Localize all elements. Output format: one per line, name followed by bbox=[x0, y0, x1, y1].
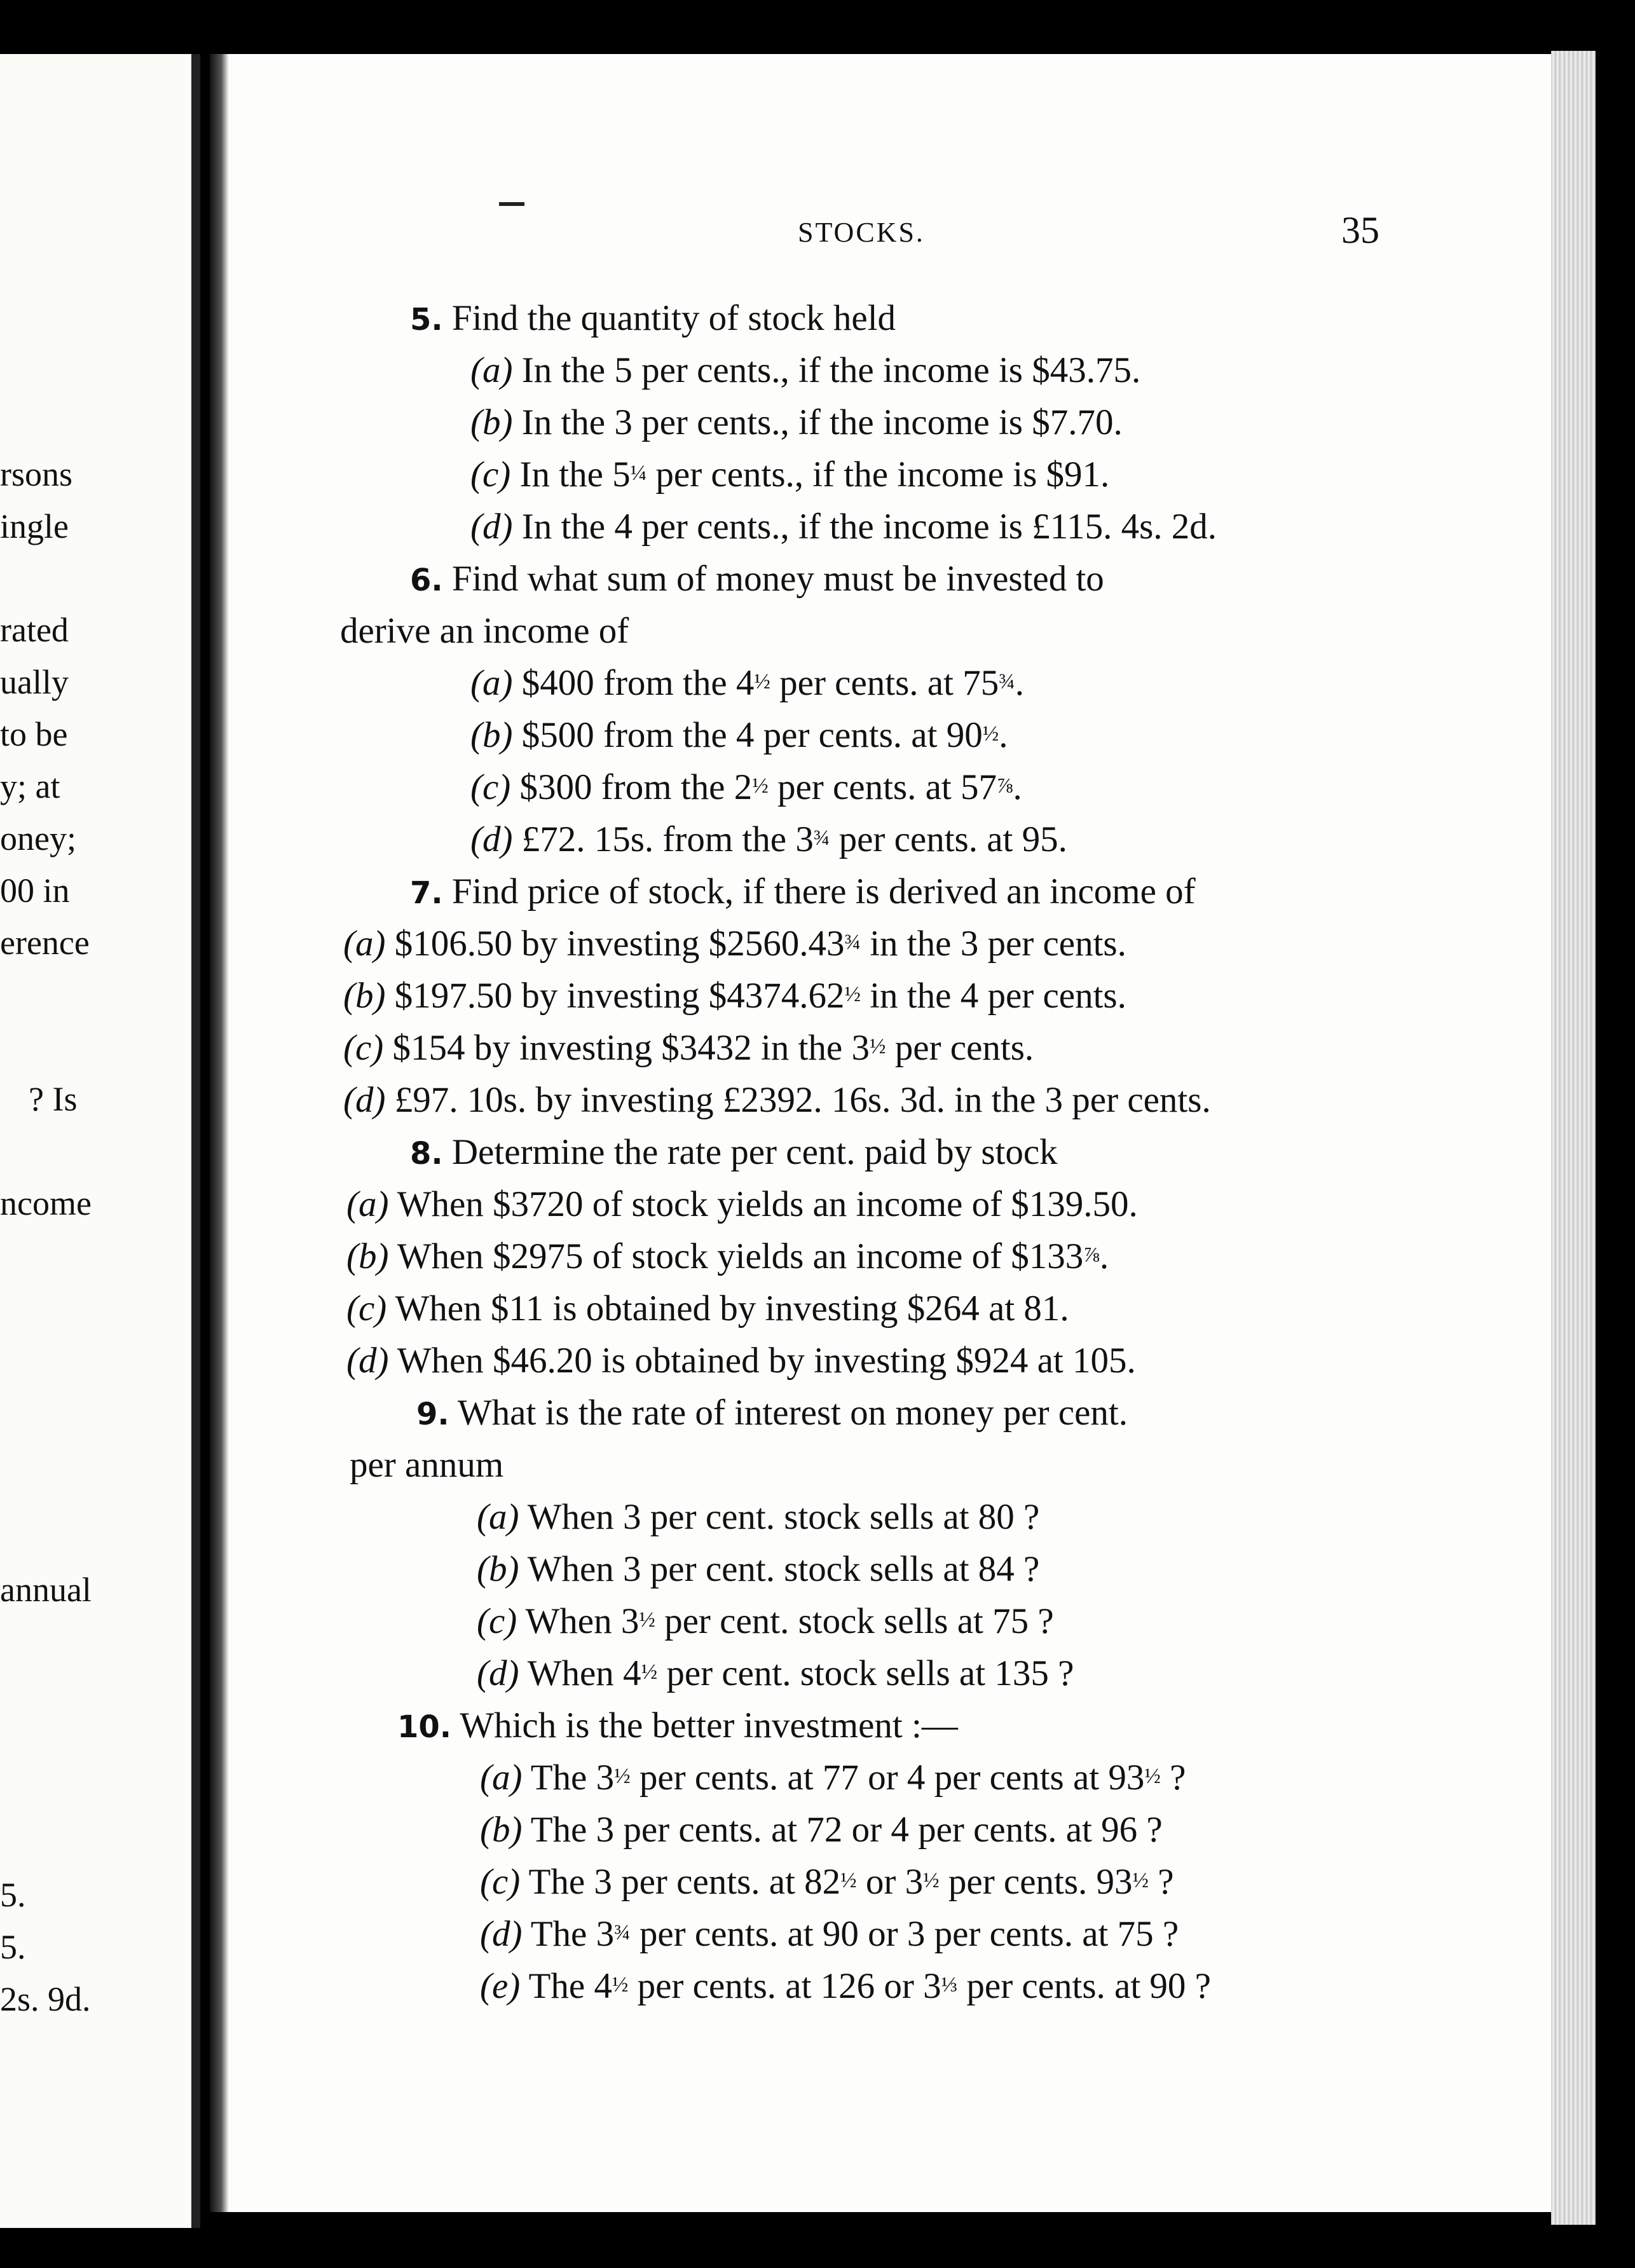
q7-part-d bbox=[343, 1079, 1211, 1121]
text-run: per cents. at 126 or 3 bbox=[628, 1966, 941, 2006]
text-run: Find the quantity of stock held bbox=[451, 298, 896, 338]
part-label: (a) bbox=[480, 1758, 523, 1798]
question-5 bbox=[410, 297, 896, 339]
page-edges bbox=[1551, 51, 1596, 2225]
part-label: (a) bbox=[477, 1497, 519, 1537]
text-run: Which is the better investment :— bbox=[460, 1705, 958, 1745]
left-fragment: y; at bbox=[0, 767, 60, 805]
text-run: . bbox=[1015, 663, 1024, 703]
left-fragment: to be bbox=[0, 715, 68, 753]
q8-part-d bbox=[346, 1340, 1136, 1381]
left-fragment: 5. bbox=[0, 1876, 26, 1914]
text-run: . bbox=[1013, 767, 1022, 807]
text-run: in the 4 per cents. bbox=[860, 976, 1126, 1016]
fraction: ½ bbox=[923, 1869, 940, 1892]
q9-part-b bbox=[477, 1548, 1039, 1590]
fraction: ½ bbox=[1144, 1765, 1161, 1788]
left-fragment: oney; bbox=[0, 819, 76, 857]
text-run: £97. 10s. by investing £2392. 16s. 3d. in the 3 per cents. bbox=[394, 1080, 1211, 1120]
text-run: $500 from the 4 per cents. at 90 bbox=[521, 715, 983, 755]
text-run: The 3 bbox=[530, 1758, 615, 1798]
question-10 bbox=[397, 1705, 958, 1746]
text-run: The 4 bbox=[528, 1966, 612, 2006]
part-label: (a) bbox=[346, 1184, 389, 1224]
text-run: per cents. at 95. bbox=[830, 819, 1067, 859]
left-page bbox=[0, 54, 200, 2228]
question-8 bbox=[410, 1131, 1058, 1173]
text-run: Determine the rate per cent. paid by stock bbox=[451, 1132, 1058, 1172]
text-run: ? bbox=[1160, 1758, 1186, 1798]
q8-part-b bbox=[346, 1236, 1109, 1277]
part-label: (c) bbox=[343, 1028, 384, 1068]
fraction: ¾ bbox=[614, 1921, 631, 1944]
q9-part-c bbox=[477, 1601, 1054, 1642]
part-label: (b) bbox=[346, 1236, 389, 1276]
question-number: 9. bbox=[416, 1397, 449, 1432]
left-fragment: 00 in bbox=[0, 871, 70, 910]
fraction: ½ bbox=[754, 670, 770, 693]
left-page-edge bbox=[191, 54, 200, 2228]
question-number: 10. bbox=[397, 1709, 452, 1745]
text-run: In the 5 bbox=[519, 454, 631, 495]
text-run: per cent. stock sells at 135 ? bbox=[657, 1653, 1074, 1693]
text-run: When 3 per cent. stock sells at 84 ? bbox=[527, 1549, 1040, 1589]
text-run: or 3 bbox=[856, 1862, 924, 1902]
text-run: per cents., if the income is $91. bbox=[646, 454, 1110, 495]
q6-part-c bbox=[470, 767, 1022, 808]
fraction: ⅓ bbox=[941, 1973, 958, 1997]
text-run: The 3 bbox=[530, 1914, 615, 1954]
question-number: 8. bbox=[410, 1136, 443, 1172]
text-run: In the 4 per cents., if the income is £115. 4s. 2d. bbox=[521, 507, 1217, 547]
q6-part-a bbox=[470, 662, 1024, 704]
fraction: ½ bbox=[844, 983, 861, 1006]
q5-part-b bbox=[470, 402, 1123, 443]
left-fragment: ingle bbox=[0, 507, 69, 545]
q10-part-b bbox=[480, 1809, 1163, 1850]
q9-part-d bbox=[477, 1653, 1074, 1694]
q5-part-a bbox=[470, 350, 1140, 391]
q9-part-a bbox=[477, 1496, 1039, 1538]
text-run: $197.50 by investing $4374.62 bbox=[394, 976, 845, 1016]
q10-part-c bbox=[480, 1861, 1174, 1903]
text-run: What is the rate of interest on money per cent. bbox=[457, 1393, 1128, 1433]
text-run: In the 3 per cents., if the income is $7.70. bbox=[521, 402, 1123, 442]
part-label: (c) bbox=[470, 454, 511, 495]
print-mark bbox=[499, 202, 524, 206]
text-run: ? bbox=[1149, 1862, 1174, 1902]
text-run: $300 from the 2 bbox=[519, 767, 753, 807]
text-run: Find what sum of money must be invested to bbox=[451, 559, 1104, 599]
left-fragment: erence bbox=[0, 924, 90, 962]
q6-part-b bbox=[470, 714, 1008, 756]
running-head: STOCKS. bbox=[798, 217, 925, 248]
fraction: ⅞ bbox=[997, 774, 1013, 798]
fraction: ½ bbox=[639, 1608, 655, 1632]
text-run: per cents. at 57 bbox=[768, 767, 997, 807]
part-label: (b) bbox=[343, 976, 386, 1016]
text-run: The 3 per cents. at 82 bbox=[528, 1862, 841, 1902]
text-run: per cents. bbox=[886, 1028, 1034, 1068]
left-fragment: rated bbox=[0, 611, 69, 649]
question-9-cont: per annum bbox=[350, 1445, 504, 1485]
q7-part-b bbox=[343, 975, 1126, 1016]
left-fragment: ? Is bbox=[29, 1080, 78, 1118]
q10-part-e bbox=[480, 1965, 1211, 2007]
fraction: ¾ bbox=[813, 826, 830, 850]
text-run: $106.50 by investing $2560.43 bbox=[394, 924, 845, 964]
text-run: When $3720 of stock yields an income of $139.50. bbox=[397, 1184, 1138, 1224]
part-label: (c) bbox=[470, 767, 511, 807]
left-fragment: 5. bbox=[0, 1928, 26, 1966]
question-6-cont: derive an income of bbox=[340, 611, 629, 651]
fraction: ¼ bbox=[630, 461, 647, 485]
text-run: $400 from the 4 bbox=[521, 663, 755, 703]
text-run: When 4 bbox=[527, 1653, 641, 1693]
text-run: in the 3 per cents. bbox=[860, 924, 1126, 964]
text-run: In the 5 per cents., if the income is $43.75. bbox=[521, 350, 1141, 390]
text-run: Find price of stock, if there is derived an income of bbox=[451, 871, 1196, 912]
fraction: ½ bbox=[1132, 1869, 1149, 1892]
text-run: per cents. at 75 bbox=[770, 663, 999, 703]
part-label: (c) bbox=[346, 1288, 387, 1329]
text-run: When $11 is obtained by investing $264 at 81. bbox=[395, 1288, 1069, 1329]
q7-part-a bbox=[343, 923, 1126, 964]
part-label: (d) bbox=[470, 819, 513, 859]
part-label: (c) bbox=[480, 1862, 521, 1902]
text-run: When $46.20 is obtained by investing $924 at 105. bbox=[397, 1341, 1136, 1381]
part-label: (d) bbox=[346, 1341, 389, 1381]
q6-part-d bbox=[470, 819, 1067, 860]
left-fragment: rsons bbox=[0, 455, 73, 493]
fraction: ½ bbox=[752, 774, 769, 798]
fraction: ½ bbox=[614, 1765, 631, 1788]
question-7 bbox=[410, 871, 1196, 912]
left-fragment: 2s. 9d. bbox=[0, 1980, 91, 2018]
part-label: (b) bbox=[470, 715, 513, 755]
left-fragment: annual bbox=[0, 1571, 92, 1609]
left-fragment: ually bbox=[0, 663, 69, 701]
part-label: (d) bbox=[480, 1914, 523, 1954]
part-label: (a) bbox=[470, 350, 513, 390]
text-run: £72. 15s. from the 3 bbox=[521, 819, 814, 859]
text-run: per cents. at 77 or 4 per cents at 93 bbox=[630, 1758, 1145, 1798]
fraction: ½ bbox=[982, 722, 999, 746]
part-label: (d) bbox=[470, 507, 513, 547]
question-number: 6. bbox=[410, 563, 443, 598]
left-fragment: ncome bbox=[0, 1184, 92, 1222]
part-label: (b) bbox=[470, 402, 513, 442]
part-label: (d) bbox=[343, 1080, 386, 1120]
part-label: (c) bbox=[477, 1601, 517, 1641]
text-run: When 3 per cent. stock sells at 80 ? bbox=[527, 1497, 1040, 1537]
question-6 bbox=[410, 558, 1104, 599]
text-run: When 3 bbox=[525, 1601, 640, 1641]
part-label: (a) bbox=[470, 663, 513, 703]
q8-part-c bbox=[346, 1288, 1069, 1329]
part-label: (d) bbox=[477, 1653, 519, 1693]
fraction: ¾ bbox=[844, 931, 861, 954]
q5-part-d bbox=[470, 506, 1217, 547]
text-run: . bbox=[999, 715, 1008, 755]
question-number: 7. bbox=[410, 875, 443, 911]
page-number: 35 bbox=[1341, 209, 1379, 251]
text-run: When $2975 of stock yields an income of $133 bbox=[397, 1236, 1084, 1276]
part-label: (b) bbox=[480, 1810, 523, 1850]
text-run: per cents. 93 bbox=[939, 1862, 1133, 1902]
q10-part-d bbox=[480, 1913, 1179, 1955]
question-9 bbox=[416, 1392, 1128, 1433]
text-run: per cent. stock sells at 75 ? bbox=[655, 1601, 1054, 1641]
part-label: (b) bbox=[477, 1549, 519, 1589]
text-run: per cents. at 90 or 3 per cents. at 75 ? bbox=[630, 1914, 1179, 1954]
part-label: (a) bbox=[343, 924, 386, 964]
fraction: ½ bbox=[869, 1035, 886, 1058]
fraction: ¾ bbox=[999, 670, 1015, 693]
question-number: 5. bbox=[410, 302, 443, 338]
fraction: ½ bbox=[612, 1973, 629, 1997]
text-run: $154 by investing $3432 in the 3 bbox=[392, 1028, 870, 1068]
part-label: (e) bbox=[480, 1966, 521, 2006]
fraction: ⅞ bbox=[1083, 1243, 1100, 1267]
text-run: . bbox=[1099, 1236, 1109, 1276]
q7-part-c bbox=[343, 1027, 1034, 1069]
q5-part-c bbox=[470, 454, 1109, 495]
book-spine-shadow bbox=[210, 54, 229, 2212]
q10-part-a bbox=[480, 1757, 1186, 1798]
fraction: ½ bbox=[641, 1660, 658, 1684]
text-run: per cents. at 90 ? bbox=[957, 1966, 1211, 2006]
text-run: The 3 per cents. at 72 or 4 per cents. at 96 ? bbox=[530, 1810, 1163, 1850]
q8-part-a bbox=[346, 1184, 1138, 1225]
fraction: ½ bbox=[840, 1869, 857, 1892]
